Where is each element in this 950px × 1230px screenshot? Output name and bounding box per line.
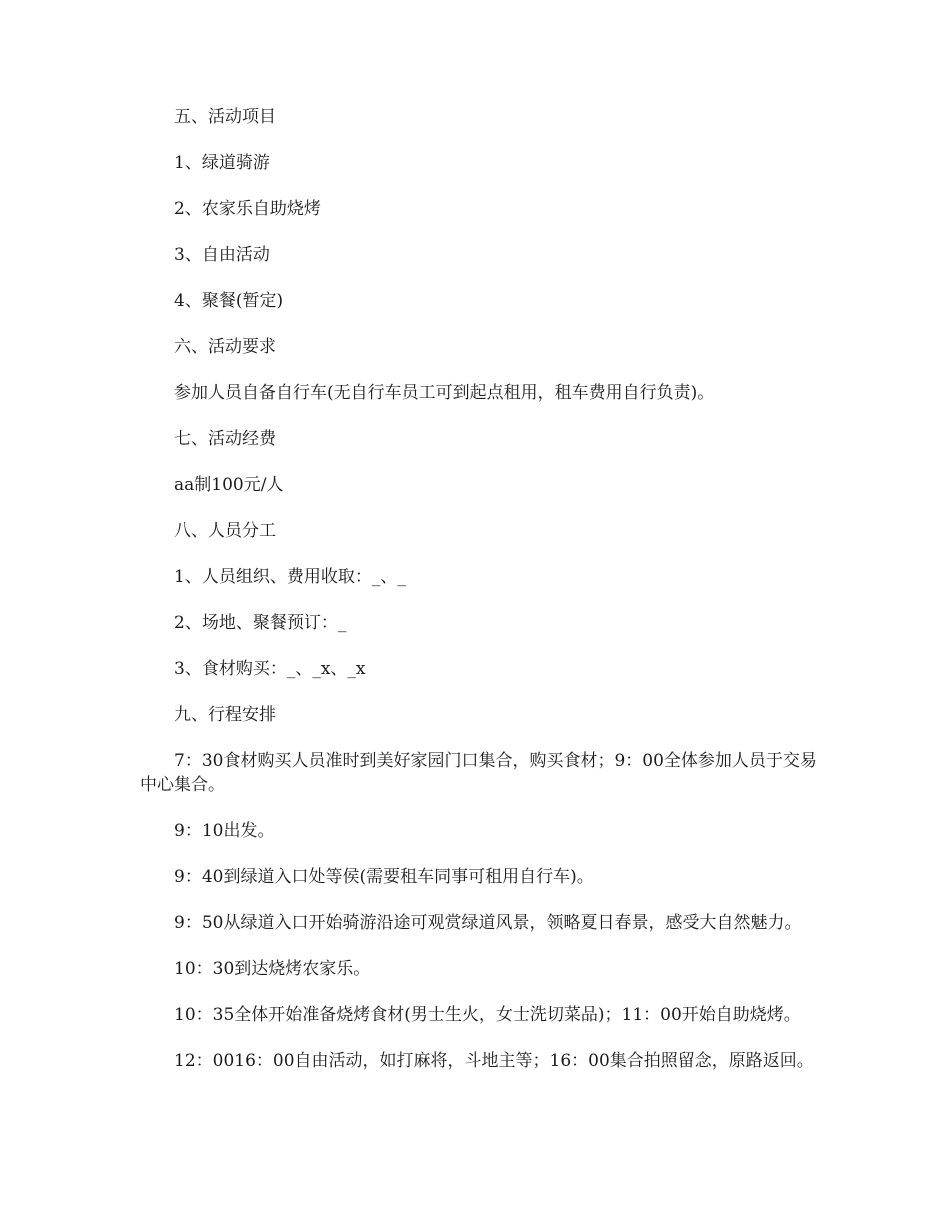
body-paragraph: 参加人员自备自行车(无自行车员工可到起点租用，租车费用自行负责)。 (174, 383, 715, 403)
section-heading-budget: 七、活动经费 (174, 429, 276, 449)
schedule-item: 9：10出发。 (174, 821, 275, 841)
schedule-item: 10：30到达烧烤农家乐。 (174, 959, 371, 979)
list-item: 2、场地、聚餐预订：_ (174, 613, 347, 633)
document-body (140, 105, 820, 1095)
schedule-item: 7：30食材购买人员准时到美好家园门口集合，购买食材；9：00全体参加人员于交易中心集合。 (140, 751, 817, 795)
list-item: 1、人员组织、费用收取：_、_ (174, 567, 406, 587)
section-heading-activities: 五、活动项目 (174, 107, 276, 127)
section-heading-roles: 八、人员分工 (174, 521, 276, 541)
section-heading-schedule: 九、行程安排 (174, 705, 276, 725)
schedule-item: 12：0016：00自由活动，如打麻将，斗地主等；16：00集合拍照留念，原路返回。 (174, 1051, 814, 1071)
body-paragraph: aa制100元/人 (174, 475, 284, 495)
schedule-item: 9：50从绿道入口开始骑游沿途可观赏绿道风景，领略夏日春景，感受大自然魅力。 (174, 913, 802, 933)
schedule-item: 10：35全体开始准备烧烤食材(男士生火，女士洗切菜品)；11：00开始自助烧烤。 (174, 1005, 801, 1025)
schedule-item: 9：40到绿道入口处等侯(需要租车同事可租用自行车)。 (174, 867, 594, 887)
list-item: 3、食材购买：_、_x、_x (174, 659, 366, 679)
section-heading-requirements: 六、活动要求 (174, 337, 276, 357)
list-item: 2、农家乐自助烧烤 (174, 199, 321, 219)
list-item: 3、自由活动 (174, 245, 270, 265)
list-item: 4、聚餐(暂定) (174, 291, 284, 311)
list-item: 1、绿道骑游 (174, 153, 270, 173)
